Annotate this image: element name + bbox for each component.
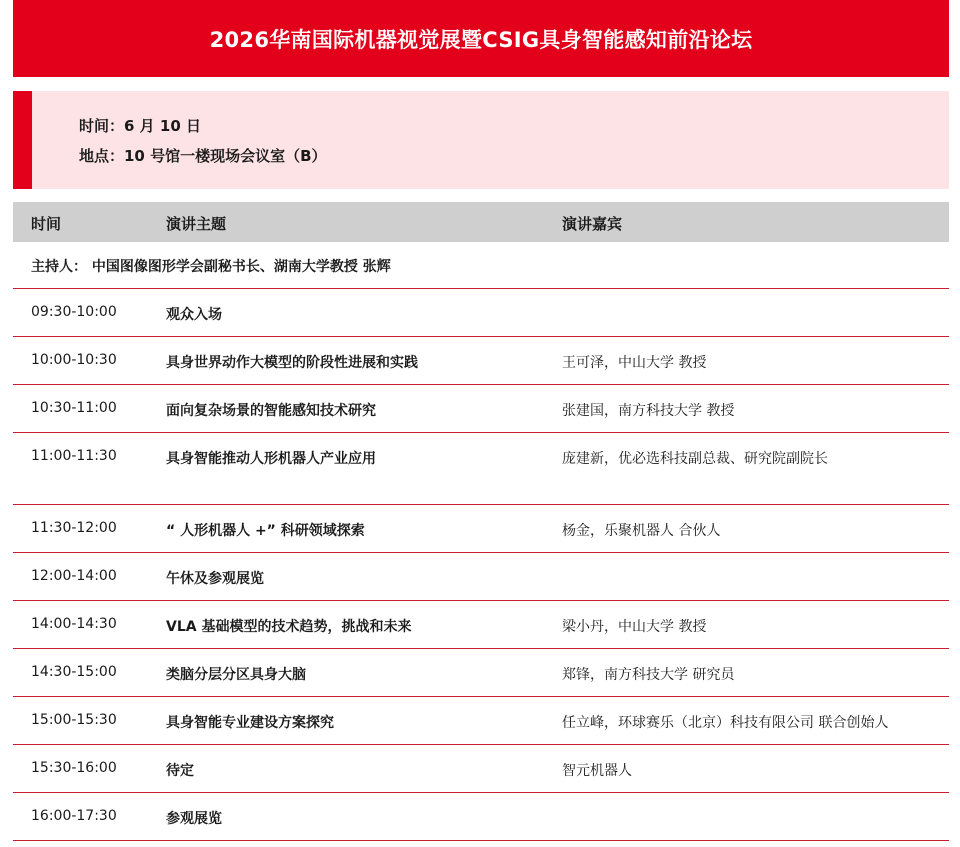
schedule-row xyxy=(13,553,949,601)
row-time: 10:00-10:30 xyxy=(31,352,117,368)
host-row xyxy=(13,242,949,289)
header-topic: 演讲主题 xyxy=(166,215,227,233)
header-speaker: 演讲嘉宾 xyxy=(562,215,623,233)
row-time: 15:00-15:30 xyxy=(31,712,117,728)
row-topic: 参观展览 xyxy=(166,811,222,827)
event-place: 地点：10 号馆一楼现场会议室（B） xyxy=(79,147,327,165)
schedule-row xyxy=(13,697,949,745)
row-speaker: 王可泽，中山大学 教授 xyxy=(562,355,707,371)
row-speaker: 郑锋，南方科技大学 研究员 xyxy=(562,667,735,683)
row-topic: 具身智能专业建设方案探究 xyxy=(166,715,334,731)
row-time: 14:00-14:30 xyxy=(31,616,117,632)
forum-title-banner xyxy=(13,0,949,77)
event-time: 时间：6 月 10 日 xyxy=(79,117,201,135)
row-speaker: 梁小丹，中山大学 教授 xyxy=(562,619,707,635)
event-info-box xyxy=(13,91,949,189)
forum-title: 2026华南国际机器视觉展暨CSIG具身智能感知前沿论坛 xyxy=(209,27,753,52)
row-topic: 待定 xyxy=(166,763,194,779)
row-topic: 具身智能推动人形机器人产业应用 xyxy=(166,451,376,467)
row-topic: 午休及参观展览 xyxy=(166,571,264,587)
schedule-row xyxy=(13,745,949,793)
row-topic: 观众入场 xyxy=(166,307,222,323)
host-text: 主持人： 中国图像图形学会副秘书长、湖南大学教授 张辉 xyxy=(31,259,391,275)
row-time: 10:30-11:00 xyxy=(31,400,117,416)
row-speaker: 庞建新，优必选科技副总裁、研究院副院长 xyxy=(562,451,828,467)
row-topic: 类脑分层分区具身大脑 xyxy=(166,667,306,683)
row-time: 11:30-12:00 xyxy=(31,520,117,536)
schedule-row xyxy=(13,505,949,553)
row-time: 14:30-15:00 xyxy=(31,664,117,680)
row-time: 16:00-17:30 xyxy=(31,808,117,824)
schedule-row xyxy=(13,289,949,337)
accent-bar xyxy=(13,91,32,189)
row-speaker: 张建国，南方科技大学 教授 xyxy=(562,403,735,419)
schedule-header xyxy=(13,202,949,242)
row-topic: 面向复杂场景的智能感知技术研究 xyxy=(166,403,376,419)
schedule-row xyxy=(13,337,949,385)
schedule-rows xyxy=(13,289,949,841)
header-time: 时间 xyxy=(31,215,62,233)
row-speaker: 任立峰，环球赛乐（北京）科技有限公司 联合创始人 xyxy=(562,715,889,731)
row-speaker: 杨金，乐聚机器人 合伙人 xyxy=(562,523,721,539)
schedule-row xyxy=(13,793,949,841)
row-time: 09:30-10:00 xyxy=(31,304,117,320)
schedule-row xyxy=(13,385,949,433)
schedule-row xyxy=(13,601,949,649)
row-time: 11:00-11:30 xyxy=(31,448,117,464)
row-topic: VLA 基础模型的技术趋势，挑战和未来 xyxy=(166,619,412,635)
schedule-row xyxy=(13,433,949,505)
row-topic: 具身世界动作大模型的阶段性进展和实践 xyxy=(166,355,418,371)
row-speaker: 智元机器人 xyxy=(562,763,632,779)
row-topic: “ 人形机器人 +” 科研领域探索 xyxy=(166,523,365,539)
row-time: 15:30-16:00 xyxy=(31,760,117,776)
schedule-row xyxy=(13,649,949,697)
row-time: 12:00-14:00 xyxy=(31,568,117,584)
